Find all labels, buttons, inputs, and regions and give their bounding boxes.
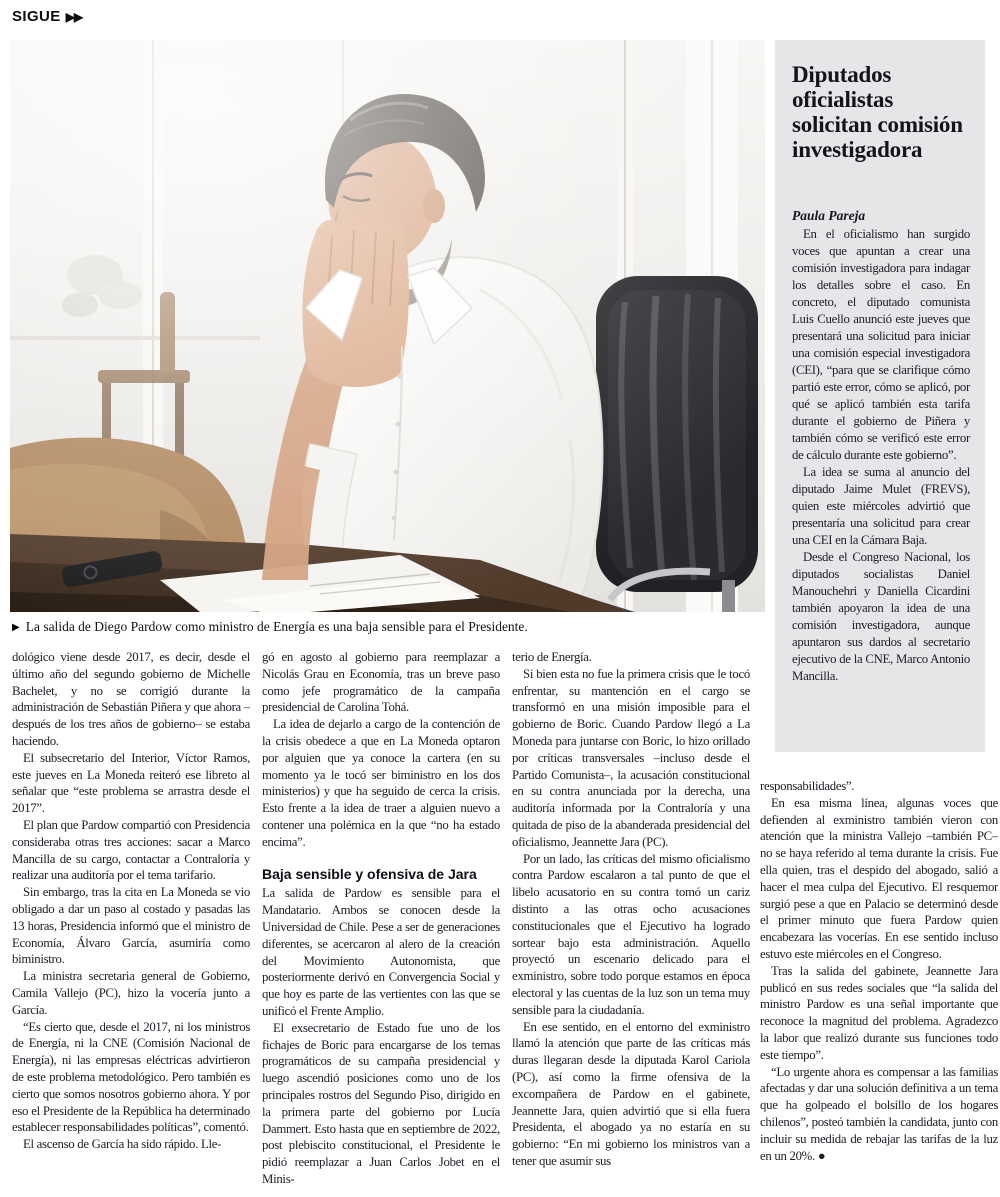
article-column-2 xyxy=(262,649,500,1197)
article-column-1 xyxy=(12,649,250,1197)
article-paragraph: Por un lado, las críticas del mismo oficialismo contra Pardow escalaron a tal punto de que el libelo acusatorio en su contra tomó un cariz distinto a las otras ocho acusaciones constitucionales que el Ejecutivo ha logrado sortear bajo esta administración. Aquello proyectó un escenario delicado para el exministro, sobre todo porque estamos en época electoral y las cuentas de la luz son un tema muy sensible para la ciudadanía. xyxy=(512,851,750,1017)
article-paragraph: En esa misma línea, algunas voces que defienden al exministro también vieron con atención que la ministra Vallejo –también PC– no se haya referido al tema durante la crisis. Fue ella quien, tras el despido del abogado, salió a hacer el mea culpa del Ejecutivo. El resquemor surgió pese a que en Palacio se determinó desde el primer minuto que fuera Pardow quien encabezara las vocerías. En ese sentido incluso estuvo este miércoles en el Congreso. xyxy=(760,795,998,961)
article-paragraph: El plan que Pardow compartió con Presidencia consideraba otras tres acciones: sacar a Marco Mancilla de su cargo, contactar a Contraloría y realizar una auditoría por el tema tarifario. xyxy=(12,817,250,883)
article-paragraph: “Es cierto que, desde el 2017, ni los ministros de Energía, ni la CNE (Comisión Nacional de Energía), ni las empresas eléctricas advirtieron de este problema metodológico. Pero también es cierto que somos nosotros gobierno ahora. Y por eso el Presidente de la República ha determinado establecer responsabilidades políticas”, comentó. xyxy=(12,1019,250,1135)
article-paragraph: responsabilidades”. xyxy=(760,779,855,793)
article-paragraph: Sin embargo, tras la cita en La Moneda se vio obligado a dar un paso al costado y pasadas las 13 horas, Presidencia informó que el ministro de Economía, Álvaro García, asumiría como biministro. xyxy=(12,885,250,967)
article-paragraph: La salida de Pardow es sensible para el Mandatario. Ambos se conocen desde la Universidad de Chile. Pese a ser de generaciones diferentes, se acercaron al alero de la creación del Movimiento Autonomista, que posteriormente derivó en Convergencia Social y que hoy es parte de las vertientes con las que se unificó el Frente Amplio. xyxy=(262,886,500,1018)
article-paragraph: En ese sentido, en el entorno del exministro llamó la atención que parte de las críticas más duras llegaran desde la diputada Karol Cariola (PC), así como la firme ofensiva de la excompañera de Pardow en el gabinete, Jeannette Jara, quien advirtió que si ella fuera Presidenta, el abogado ya no estaría en su gobierno: “En mi gobierno los ministros van a tener que asumir sus xyxy=(512,1019,750,1168)
article-paragraph: gó en agosto al gobierno para reemplazar a Nicolás Grau en Economía, tras un breve paso como jefe programático de la campaña presidencial de Carolina Tohá. xyxy=(262,650,500,715)
sidebar-box xyxy=(775,40,985,752)
continuation-label: SIGUE xyxy=(12,8,61,25)
caption-arrow-icon: ▶ xyxy=(12,622,20,633)
article-column-4 xyxy=(760,778,998,1197)
photo-caption-text: La salida de Diego Pardow como ministro de Energía es una baja sensible para el Presidente. xyxy=(25,619,528,634)
sidebar-paragraph: La idea se suma al anuncio del diputado Jaime Mulet (FREVS), quien este miércoles advirtió que presentaría una solicitud para crear una CEI en la Cámara Baja. xyxy=(792,465,970,547)
continuation-header xyxy=(12,8,82,25)
article-paragraph: El subsecretario del Interior, Víctor Ramos, este jueves en La Moneda reiteró ese libreto al señalar que “este problema se arrastra desde el 2017”. xyxy=(12,750,250,816)
photo-illustration xyxy=(10,40,765,612)
article-paragraph: “Lo urgente ahora es compensar a las familias afectadas y dar una solución definitiva a un tema que ha golpeado el bolsillo de los hogares chilenos”, posteó también la candidata, junto con incluir su medida de rebajar las tarifas de la luz en un 20%. ● xyxy=(760,1064,998,1163)
sidebar-paragraph: Desde el Congreso Nacional, los diputados socialistas Daniel Manouchehri y Daniella Cicardini también apoyaron la idea de una comisión investigadora, aunque apuntaron sus dardos al secretario ejecutivo de la CNE, Marco Antonio Mancilla. xyxy=(792,550,970,683)
photo-caption xyxy=(12,619,772,635)
forward-arrows-icon: ▶▶ xyxy=(65,10,83,24)
article-paragraph: El exsecretario de Estado fue uno de los fichajes de Boric para encargarse de los temas programáticos de su campaña presidencial y luego ascendió posiciones como uno de los principales rostros del Segundo Piso, dirigido en la primera parte del gobierno por Lucía Dammert. Esto hasta que en septiembre de 2022, post plebiscito constitucional, el Presidente le pidió reemplazar a Juan Carlos Jobet en el Minis- xyxy=(262,1020,500,1186)
article-photo xyxy=(10,40,765,612)
article-paragraph: Si bien esta no fue la primera crisis que le tocó enfrentar, su mantención en el cargo se transformó en una misión imposible para el gobierno de Boric. Cuando Pardow llegó a La Moneda para juntarse con Boric, lo hizo orillado por críticas transversales –incluso desde el Partido Comunista–, la acusación constitucional en su contra anunciada por la derecha, una auditoría informada por la Contraloría y una quitada de piso de la abanderada presidencial del oficialismo, Jeannette Jara (PC). xyxy=(512,666,750,849)
article-paragraph: La ministra secretaria general de Gobierno, Camila Vallejo (PC), hizo la vocería junto a García. xyxy=(12,969,250,1017)
sidebar-paragraph: En el oficialismo han surgido voces que apuntan a crear una comisión investigadora para indagar los detalles sobre el caso. En concreto, el diputado comunista Luis Cuello anunció este jueves que presentará una solicitud para iniciar una comisión especial investigadora (CEI), “para que se clarifique cómo partió este error, cómo se aplicó, por qué se aplicó también esta tarifa durante el gobierno de Piñera y también cómo se verificó este error de cálculo durante este gobierno”. xyxy=(792,227,970,462)
sidebar-title: Diputados oficialistas solicitan comisión investigadora xyxy=(792,62,963,162)
article-subhead: Baja sensible y ofensiva de Jara xyxy=(262,865,477,882)
sidebar-byline: Paula Pareja xyxy=(792,208,866,223)
article-paragraph: La idea de dejarlo a cargo de la contención de la crisis obedece a que en La Moneda optaron por alguien que ya conoce la cartera (en su momento ya le tocó ser biministro en los dos ministerios) y que ha seguido de cerca la crisis. Esto frente a la idea de traer a alguien nuevo a contener una polémica en la que “no ha estado encima”. xyxy=(262,717,500,849)
article-column-3 xyxy=(512,649,750,1197)
article-paragraph: dológico viene desde 2017, es decir, desde el último año del segundo gobierno de Michelle Bachelet, y no se corrigió durante la administración de Sebastián Piñera y que ahora – después de los tres años de gobierno– se estaba haciendo. xyxy=(12,650,250,748)
article-paragraph: Tras la salida del gabinete, Jeannette Jara publicó en sus redes sociales que “la salida del ministro Pardow es una señal importante que reconoce la magnitud del problema. Agradezco la labor que realizó durante sus funciones todo este tiempo”. xyxy=(760,963,998,1062)
article-paragraph: terio de Energía. xyxy=(512,650,592,664)
article-paragraph: El ascenso de García ha sido rápido. Lle- xyxy=(23,1137,222,1152)
